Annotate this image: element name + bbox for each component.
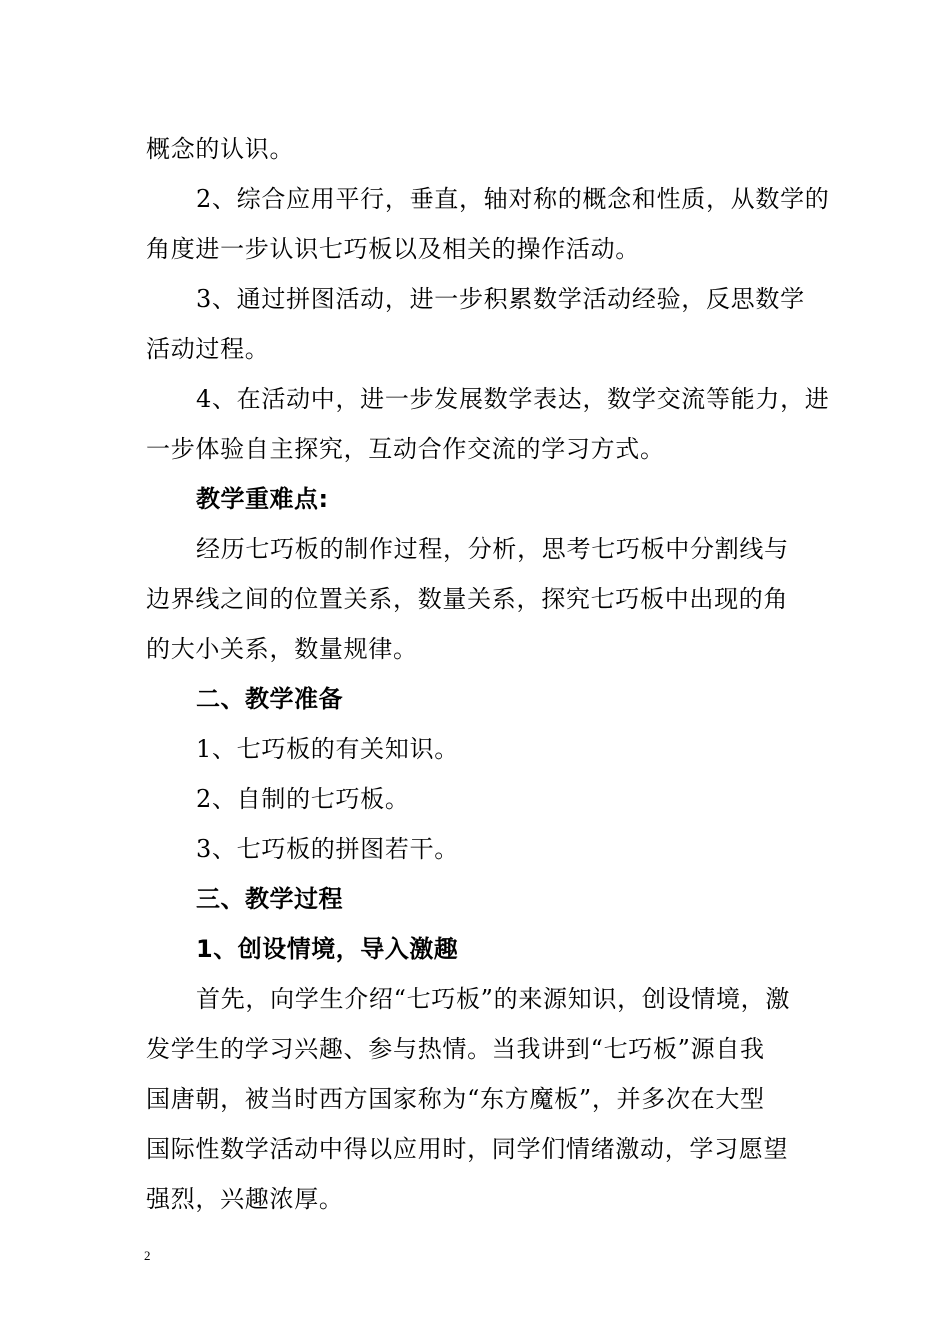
body-text-line: 2、综合应用平行，垂直，轴对称的概念和性质，从数学的 [196,185,830,213]
body-text-line: 概念的认识。 [146,135,295,163]
body-text-line: 边界线之间的位置关系，数量关系，探究七巧板中出现的角 [146,585,789,613]
body-text-line: 经历七巧板的制作过程，分析，思考七巧板中分割线与 [196,535,789,563]
section-heading-process: 三、教学过程 [196,885,343,913]
section-heading-key-points: 教学重难点: [196,485,329,513]
list-item: 2、自制的七巧板。 [196,785,410,813]
body-text-line: 角度进一步认识七巧板以及相关的操作活动。 [146,235,640,263]
body-text-line: 4、在活动中，进一步发展数学表达，数学交流等能力，进 [196,385,830,413]
list-item: 1、七巧板的有关知识。 [196,735,459,763]
body-text-line: 3、通过拼图活动，进一步积累数学活动经验，反思数学 [196,285,805,313]
body-text-line: 一步体验自主探究，互动合作交流的学习方式。 [146,435,665,463]
body-text-line: 的大小关系，数量规律。 [146,635,418,663]
body-text-line: 发学生的学习兴趣、参与热情。当我讲到“七巧板”源自我 [146,1035,765,1063]
subsection-heading: 1、创设情境，导入激趣 [196,935,459,963]
body-text-line: 活动过程。 [146,335,270,363]
list-item: 3、七巧板的拼图若干。 [196,835,459,863]
body-text-line: 强烈，兴趣浓厚。 [146,1185,344,1213]
page-number: 2 [144,1248,151,1263]
body-text-line: 首先，向学生介绍“七巧板”的来源知识，创设情境，激 [196,985,791,1013]
body-text-line: 国际性数学活动中得以应用时，同学们情绪激动，学习愿望 [146,1135,789,1163]
section-heading-preparation: 二、教学准备 [196,685,343,713]
body-text-line: 国唐朝，被当时西方国家称为“东方魔板”，并多次在大型 [146,1085,765,1113]
